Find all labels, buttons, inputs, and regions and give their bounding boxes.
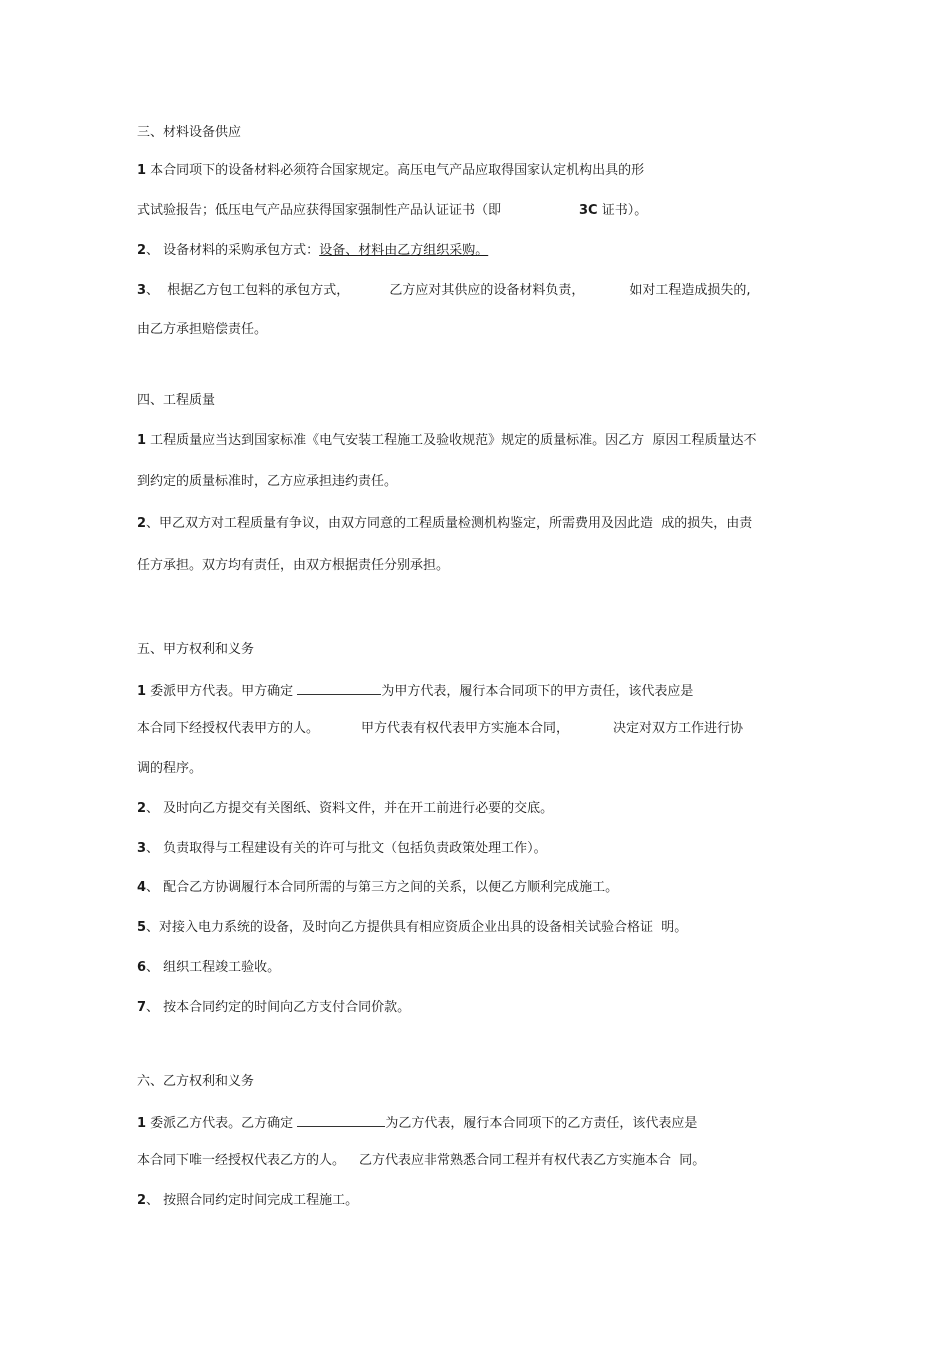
sec5-item-5 (137, 920, 687, 936)
certificate-code: 3C (579, 203, 598, 218)
underlined-text: 设备、材料由乙方组织采购。 (319, 243, 489, 258)
sec3-para-3-line-2: 由乙方承担赔偿责任。 (137, 322, 268, 337)
item-number: 1 (137, 433, 147, 448)
paragraph-text: 、 根据乙方包工包料的承包方式， (146, 283, 350, 298)
paragraph-text: 、 按本合同约定的时间向乙方支付合同价款。 (146, 1000, 411, 1015)
item-number: 7 (137, 1000, 147, 1015)
sec5-item-2 (137, 801, 553, 817)
sec5-para-1-line-1 (137, 682, 693, 700)
paragraph-text: 本合同项下的设备材料必须符合国家规定。高压电气产品应取得国家认定机构出具的形 (146, 163, 645, 178)
paragraph-text: 、 按照合同约定时间完成工程施工。 (146, 1193, 359, 1208)
sec4-para-1-line-2: 到约定的质量标准时，乙方应承担违约责任。 (137, 474, 398, 489)
paragraph-text: 委派甲方代表。甲方确定 (146, 684, 298, 699)
paragraph-text: 如对工程造成损失的, (629, 283, 751, 298)
paragraph-text: 甲方代表有权代表甲方实施本合同， (361, 721, 570, 736)
section-6-title: 六、乙方权利和义务 (137, 1074, 255, 1089)
item-number: 6 (137, 960, 147, 975)
paragraph-text: 证书）。 (597, 203, 648, 218)
sec4-para-2-line-1 (137, 516, 752, 532)
sec3-para-1-line-1 (137, 163, 644, 179)
section-4-title: 四、工程质量 (137, 393, 216, 408)
paragraph-text: 、 组织工程竣工验收。 (146, 960, 281, 975)
item-number: 4 (137, 880, 147, 895)
paragraph-text: 工程质量应当达到国家标准《电气安装工程施工及验收规范》规定的质量标准。因乙方 原因工程质量达不 (146, 433, 757, 448)
paragraph-text: 乙方应对其供应的设备材料负责， (389, 283, 585, 298)
paragraph-text: 委派乙方代表。乙方确定 (146, 1116, 298, 1131)
item-number: 2 (137, 243, 147, 258)
sec4-para-1-line-1 (137, 433, 756, 449)
section-5-title: 五、甲方权利和义务 (137, 642, 255, 657)
sec3-para-2 (137, 243, 488, 259)
representative-name-blank[interactable] (297, 1114, 385, 1127)
item-number: 5 (137, 920, 147, 935)
paragraph-text: 、 配合乙方协调履行本合同所需的与第三方之间的关系，以便乙方顺利完成施工。 (146, 880, 619, 895)
paragraph-text: 为乙方代表，履行本合同项下的乙方责任，该代表应是 (385, 1116, 698, 1131)
sec5-item-4 (137, 880, 618, 896)
paragraph-text: 、 设备材料的采购承包方式： (146, 243, 320, 258)
paragraph-text: 乙方代表应非常熟悉合同工程并有权代表乙方实施本合 同。 (359, 1153, 706, 1168)
item-number: 2 (137, 801, 147, 816)
item-number: 2 (137, 516, 147, 531)
sec6-para-2 (137, 1193, 358, 1209)
item-number: 3 (137, 283, 147, 298)
paragraph-text: 、甲乙双方对工程质量有争议，由双方同意的工程质量检测机构鉴定，所需费用及因此造 成的损失，由责 (146, 516, 753, 531)
paragraph-text: 本合同下经授权代表甲方的人。 (137, 721, 320, 736)
paragraph-text: 式试验报告；低压电气产品应获得国家强制性产品认证证书（即 (137, 203, 502, 218)
sec6-para-1-line-2 (137, 1153, 705, 1169)
representative-name-blank[interactable] (297, 682, 381, 695)
sec5-para-1-line-2 (137, 721, 743, 737)
item-number: 1 (137, 684, 147, 699)
sec5-para-1-line-3: 调的程序。 (137, 761, 203, 776)
paragraph-text: 本合同下唯一经授权代表乙方的人。 (137, 1153, 346, 1168)
paragraph-text: 、 负责取得与工程建设有关的许可与批文（包括负责政策处理工作）。 (146, 841, 547, 856)
paragraph-text: 、 及时向乙方提交有关图纸、资料文件，并在开工前进行必要的交底。 (146, 801, 554, 816)
sec5-item-6 (137, 960, 280, 976)
sec3-para-3-line-1 (137, 283, 750, 299)
paragraph-text: 决定对双方工作进行协 (613, 721, 744, 736)
item-number: 2 (137, 1193, 147, 1208)
paragraph-text: 、对接入电力系统的设备，及时向乙方提供具有相应资质企业出具的设备相关试验合格证 明。 (146, 920, 688, 935)
sec5-item-7 (137, 1000, 410, 1016)
section-3-title: 三、材料设备供应 (137, 125, 242, 140)
item-number: 1 (137, 1116, 147, 1131)
item-number: 1 (137, 163, 147, 178)
sec5-item-3 (137, 841, 547, 857)
sec6-para-1-line-1 (137, 1114, 697, 1132)
paragraph-text: 为甲方代表，履行本合同项下的甲方责任，该代表应是 (381, 684, 694, 699)
sec3-para-1-line-2 (137, 203, 647, 219)
sec4-para-2-line-2: 任方承担。双方均有责任，由双方根据责任分别承担。 (137, 558, 450, 573)
item-number: 3 (137, 841, 147, 856)
